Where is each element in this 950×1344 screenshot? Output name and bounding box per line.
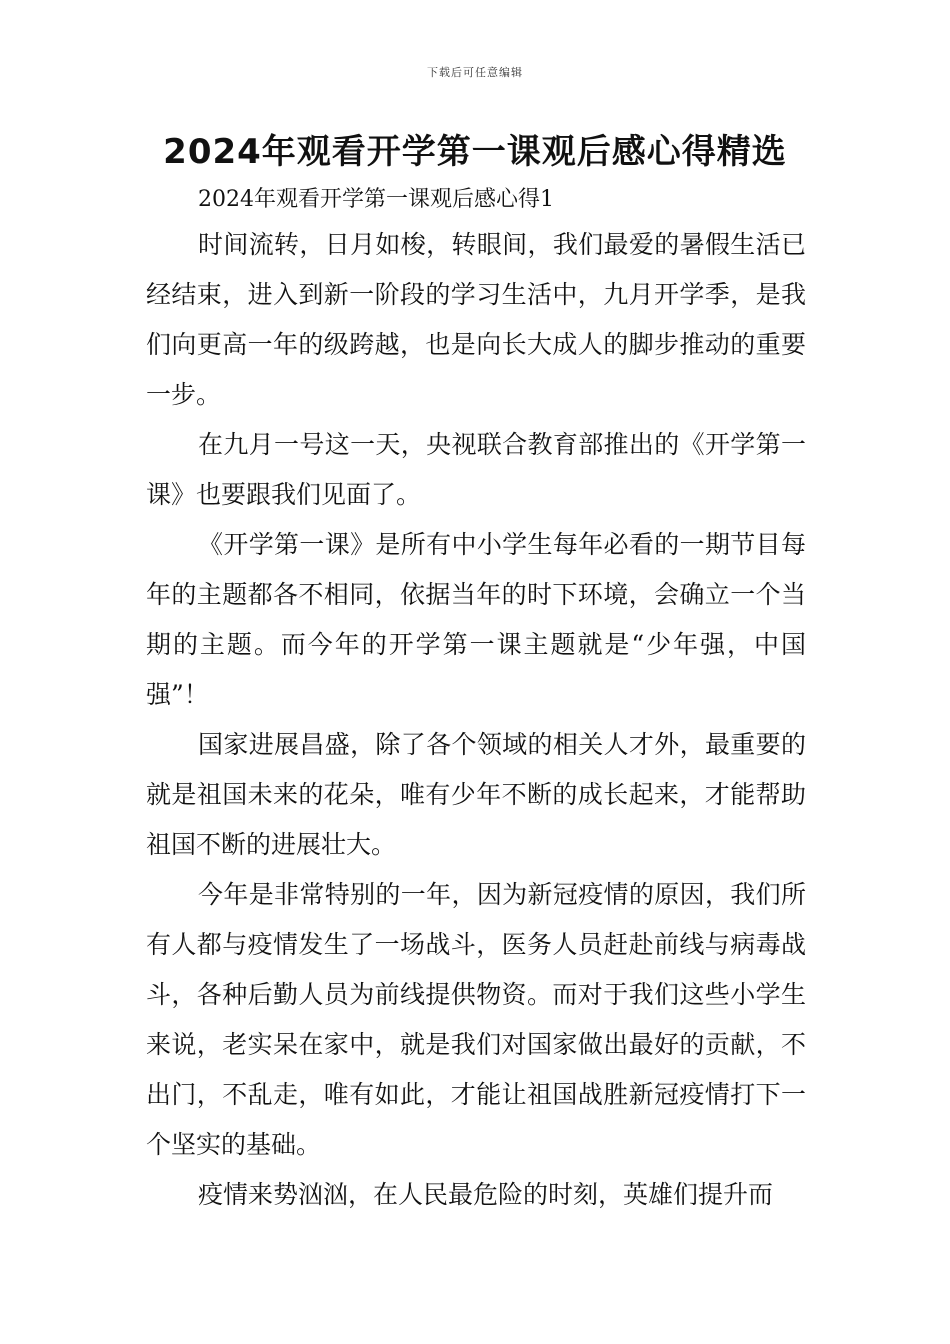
paragraph: 时间流转，日月如梭，转眼间，我们最爱的暑假生活已经结束，进入到新一阶段的学习生活中，九月开学季，是我们向更高一年的级跨越，也是向长大成人的脚步推动的重要一步。: [146, 230, 806, 409]
header-note: 下载后可任意编辑: [427, 66, 523, 79]
document-title: 2024年观看开学第一课观后感心得精选: [163, 132, 787, 172]
document-body: [146, 180, 806, 1220]
paragraph: 今年是非常特别的一年，因为新冠疫情的原因，我们所有人都与疫情发生了一场战斗，医务人员赶赴前线与病毒战斗，各种后勤人员为前线提供物资。而对于我们这些小学生来说，老实呆在家中，就是我们对国家做出最好的贡献，不出门，不乱走，唯有如此，才能让祖国战胜新冠疫情打下一个坚实的基础。: [146, 880, 806, 1159]
paragraph: 《开学第一课》是所有中小学生每年必看的一期节目每年的主题都各不相同，依据当年的时下环境，会确立一个当期的主题。而今年的开学第一课主题就是“少年强，中国强”！: [146, 530, 806, 709]
paragraph: 国家进展昌盛，除了各个领域的相关人才外，最重要的就是祖国未来的花朵，唯有少年不断的成长起来，才能帮助祖国不断的进展壮大。: [146, 730, 806, 859]
paragraph: 疫情来势汹汹，在人民最危险的时刻，英雄们提升而: [198, 1180, 774, 1209]
section-subheading: 2024年观看开学第一课观后感心得1: [198, 187, 554, 212]
paragraph: 在九月一号这一天，央视联合教育部推出的《开学第一课》也要跟我们见面了。: [146, 430, 806, 509]
